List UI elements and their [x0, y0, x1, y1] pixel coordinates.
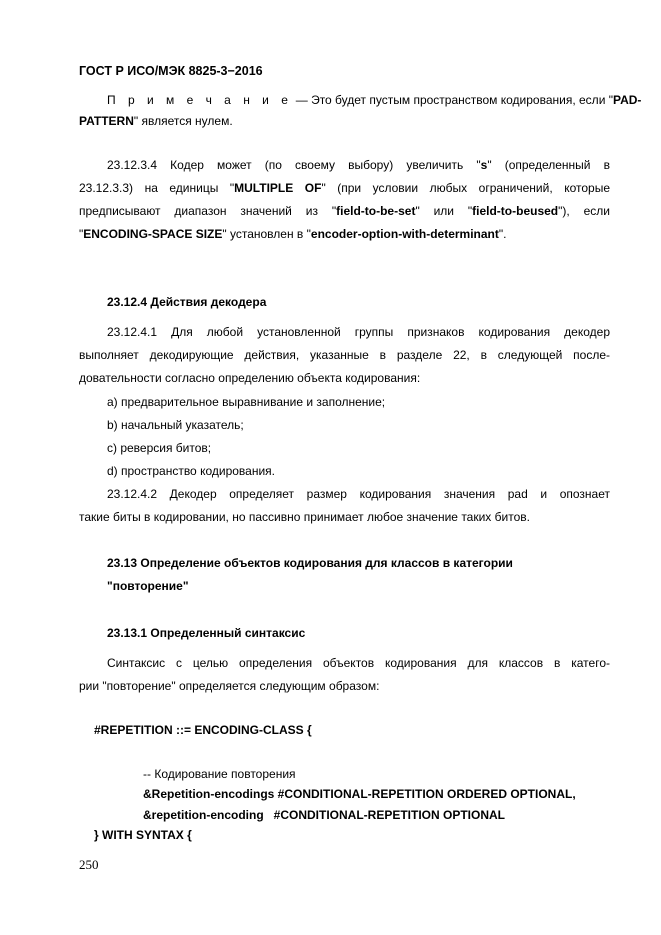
para-23-12-3-4-line-4	[79, 226, 506, 242]
list-item: b) начальный указатель;	[107, 418, 244, 432]
heading-23-13-line-2: "повторение"	[107, 579, 189, 593]
bold-span: field-to-beused	[472, 204, 559, 218]
bold-span: ENCODING-SPACE SIZE	[83, 227, 223, 241]
para-23-13-1-line-2: рии "повторение" определяется следующим образом:	[79, 679, 380, 693]
heading-23-13-line-1: 23.13 Определение объектов кодирования для классов в категории	[107, 556, 513, 570]
para-23-12-4-1-line-3: довательности согласно определению объекта кодирования:	[79, 371, 421, 385]
document-header: ГОСТ Р ИСО/МЭК 8825-3−2016	[79, 64, 263, 78]
text-span: " установлен в "	[222, 227, 311, 241]
text-span: "), если	[558, 204, 610, 218]
bold-span: MULTIPLE OF	[234, 181, 322, 195]
text-span: ".	[498, 227, 507, 241]
text-span: "	[79, 227, 84, 241]
note-dash: —	[295, 93, 308, 107]
text-span: предписывают диапазон значений из "	[79, 204, 337, 218]
list-item: a) предварительное выравнивание и заполнение;	[107, 395, 386, 409]
code-line-4: &repetition-encoding #CONDITIONAL-REPETITION OPTIONAL	[143, 808, 505, 822]
text-span: " или "	[415, 204, 473, 218]
code-line-1: #REPETITION ::= ENCODING-CLASS {	[94, 723, 312, 737]
note-label: П р и м е ч а н и е	[107, 93, 293, 107]
list-item: d) пространство кодирования.	[107, 464, 275, 478]
code-line-5: } WITH SYNTAX {	[94, 828, 192, 842]
note-line-2	[79, 113, 233, 129]
text-span: 23.12.3.3) на единицы "	[79, 181, 235, 195]
note-text-2: " является нулем.	[133, 114, 233, 128]
heading-23-13-1: 23.13.1 Определенный синтаксис	[107, 626, 306, 640]
page-number: 250	[79, 857, 99, 872]
para-23-12-3-4-line-1	[107, 157, 610, 173]
para-23-13-1-line-1: Синтаксис с целью определения объектов кодирования для классов в катего-	[107, 656, 610, 670]
code-line-3: &Repetition-encodings #CONDITIONAL-REPETITION ORDERED OPTIONAL,	[143, 787, 576, 801]
bold-span: s	[480, 158, 488, 172]
para-23-12-4-2-line-2: такие биты в кодировании, но пассивно принимает любое значение таких битов.	[79, 510, 530, 524]
list-item: c) реверсия битов;	[107, 441, 212, 455]
heading-23-12-4: 23.12.4 Действия декодера	[107, 295, 267, 309]
para-23-12-4-1-line-1: 23.12.4.1 Для любой установленной группы признаков кодирования декодер	[107, 325, 610, 339]
bold-span: encoder-option-with-determinant	[310, 227, 499, 241]
para-23-12-4-2-line-1: 23.12.4.2 Декодер определяет размер кодирования значения pad и опознает	[107, 487, 610, 501]
para-23-12-3-4-line-3	[79, 203, 610, 219]
bold-span: field-to-be-set	[336, 204, 416, 218]
text-span: " (при условии любых ограничений, которые	[321, 181, 610, 195]
para-23-12-4-1-line-2: выполняет декодирующие действия, указанные в разделе 22, в следующей после-	[79, 348, 610, 362]
text-span: " (определенный в	[487, 158, 610, 172]
note-line-1	[107, 92, 642, 108]
code-comment: -- Кодирование повторения	[143, 767, 296, 781]
text-span: 23.12.3.4 Кодер может (по своему выбору) увеличить "	[107, 158, 481, 172]
note-text-1: Это будет пустым пространством кодирования, если "	[311, 93, 613, 107]
note-bold-1: PAD-	[612, 93, 642, 107]
para-23-12-3-4-line-2	[79, 180, 610, 196]
note-bold-2: PATTERN	[79, 114, 134, 128]
